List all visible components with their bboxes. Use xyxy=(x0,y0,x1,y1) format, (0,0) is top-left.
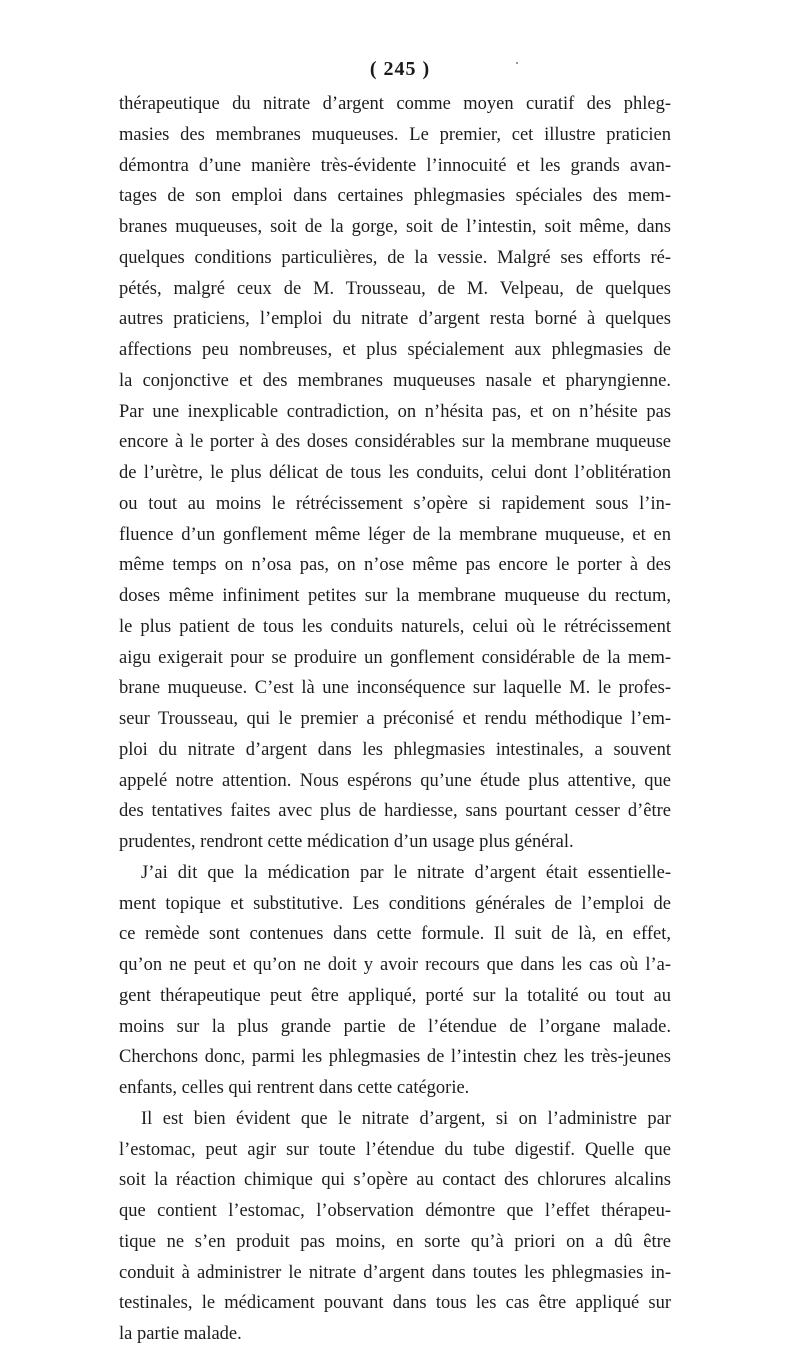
text-line: thérapeutique du nitrate d’argent comme moyen curatif des phleg- xyxy=(119,94,671,114)
text-line: la partie malade. xyxy=(119,1324,242,1344)
text-line: que contient l’estomac, l’observation démontre que l’effet thérapeu- xyxy=(119,1201,671,1221)
body-text xyxy=(119,89,671,1350)
text-line: masies des membranes muqueuses. Le premier, cet illustre praticien xyxy=(119,124,671,145)
text-line: ou tout au moins le rétrécissement s’opère si rapidement sous l’in- xyxy=(119,493,671,514)
text-line: aigu exigerait pour se produire un gonflement considérable de la mem- xyxy=(119,647,671,668)
text-line: fluence d’un gonflement même léger de la membrane muqueuse, et en xyxy=(119,524,671,545)
text-line: enfants, celles qui rentrent dans cette catégorie. xyxy=(119,1078,470,1098)
text-line: gent thérapeutique peut être appliqué, porté sur la totalité ou tout au xyxy=(119,985,671,1006)
text-line: brane muqueuse. C’est là une inconséquence sur laquelle M. le profes- xyxy=(119,678,671,699)
text-line: soit la réaction chimique qui s’opère au contact des chlorures alcalins xyxy=(119,1170,671,1191)
text-line: de l’urètre, le plus délicat de tous les conduits, celui dont l’oblitération xyxy=(119,463,671,483)
text-line: pétés, malgré ceux de M. Trousseau, de M. Velpeau, de quelques xyxy=(119,278,671,299)
text-line: appelé notre attention. Nous espérons qu’une étude plus attentive, que xyxy=(119,770,671,791)
text-line: quelques conditions particulières, de la vessie. Malgré ses efforts ré- xyxy=(119,247,671,268)
text-line: Par une inexplicable contradiction, on n’hésita pas, et on n’hésite pas xyxy=(119,401,671,422)
text-line: seur Trousseau, qui le premier a préconisé et rendu méthodique l’em- xyxy=(119,709,671,729)
text-line: même temps on n’osa pas, on n’ose même pas encore le porter à des xyxy=(119,555,671,576)
text-line: autres praticiens, l’emploi du nitrate d’argent resta borné à quelques xyxy=(119,309,671,330)
text-line: Cherchons donc, parmi les phlegmasies de l’intestin chez les très-jeunes xyxy=(119,1047,671,1068)
text-line: conduit à administrer le nitrate d’argent dans toutes les phlegmasies in- xyxy=(119,1262,671,1283)
text-line: tages de son emploi dans certaines phlegmasies spéciales des mem- xyxy=(119,186,671,207)
text-line: ment topique et substitutive. Les conditions générales de l’emploi de xyxy=(119,893,671,914)
page-number: ( 245 ) xyxy=(369,58,431,80)
text-line: moins sur la plus grande partie de l’étendue de l’organe malade. xyxy=(119,1016,671,1037)
text-line: qu’on ne peut et qu’on ne doit y avoir recours que dans les cas où l’a- xyxy=(119,955,671,975)
text-line: ploi du nitrate d’argent dans les phlegmasies intestinales, a souvent xyxy=(119,739,671,760)
text-line: J’ai dit que la médication par le nitrate d’argent était essentielle- xyxy=(141,862,671,883)
text-line: ce remède sont contenues dans cette formule. Il suit de là, en effet, xyxy=(119,924,671,945)
text-line: la conjonctive et des membranes muqueuses nasale et pharyngienne. xyxy=(119,370,671,391)
text-line: Il est bien évident que le nitrate d’argent, si on l’administre par xyxy=(141,1108,671,1129)
text-line: doses même infiniment petites sur la membrane muqueuse du rectum, xyxy=(119,586,671,606)
text-line: démontra d’une manière très-évidente l’innocuité et les grands avan- xyxy=(119,155,671,176)
text-line: tique ne s’en produit pas moins, en sorte qu’à priori on a dû être xyxy=(119,1231,671,1252)
text-line: l’estomac, peut agir sur toute l’étendue du tube digestif. Quelle que xyxy=(119,1139,671,1160)
text-line: affections peu nombreuses, et plus spécialement aux phlegmasies de xyxy=(119,340,671,360)
text-line: testinales, le médicament pouvant dans tous les cas être appliqué sur xyxy=(119,1293,671,1314)
text-line: le plus patient de tous les conduits naturels, celui où le rétrécissement xyxy=(119,616,671,637)
text-line: des tentatives faites avec plus de hardiesse, sans pourtant cesser d’être xyxy=(119,801,671,822)
text-line: prudentes, rendront cette médication d’un usage plus général. xyxy=(119,832,574,852)
text-line: encore à le porter à des doses considérables sur la membrane muqueuse xyxy=(119,432,671,453)
text-line: branes muqueuses, soit de la gorge, soit de l’intestin, soit même, dans xyxy=(119,217,671,237)
print-speck xyxy=(516,62,518,64)
